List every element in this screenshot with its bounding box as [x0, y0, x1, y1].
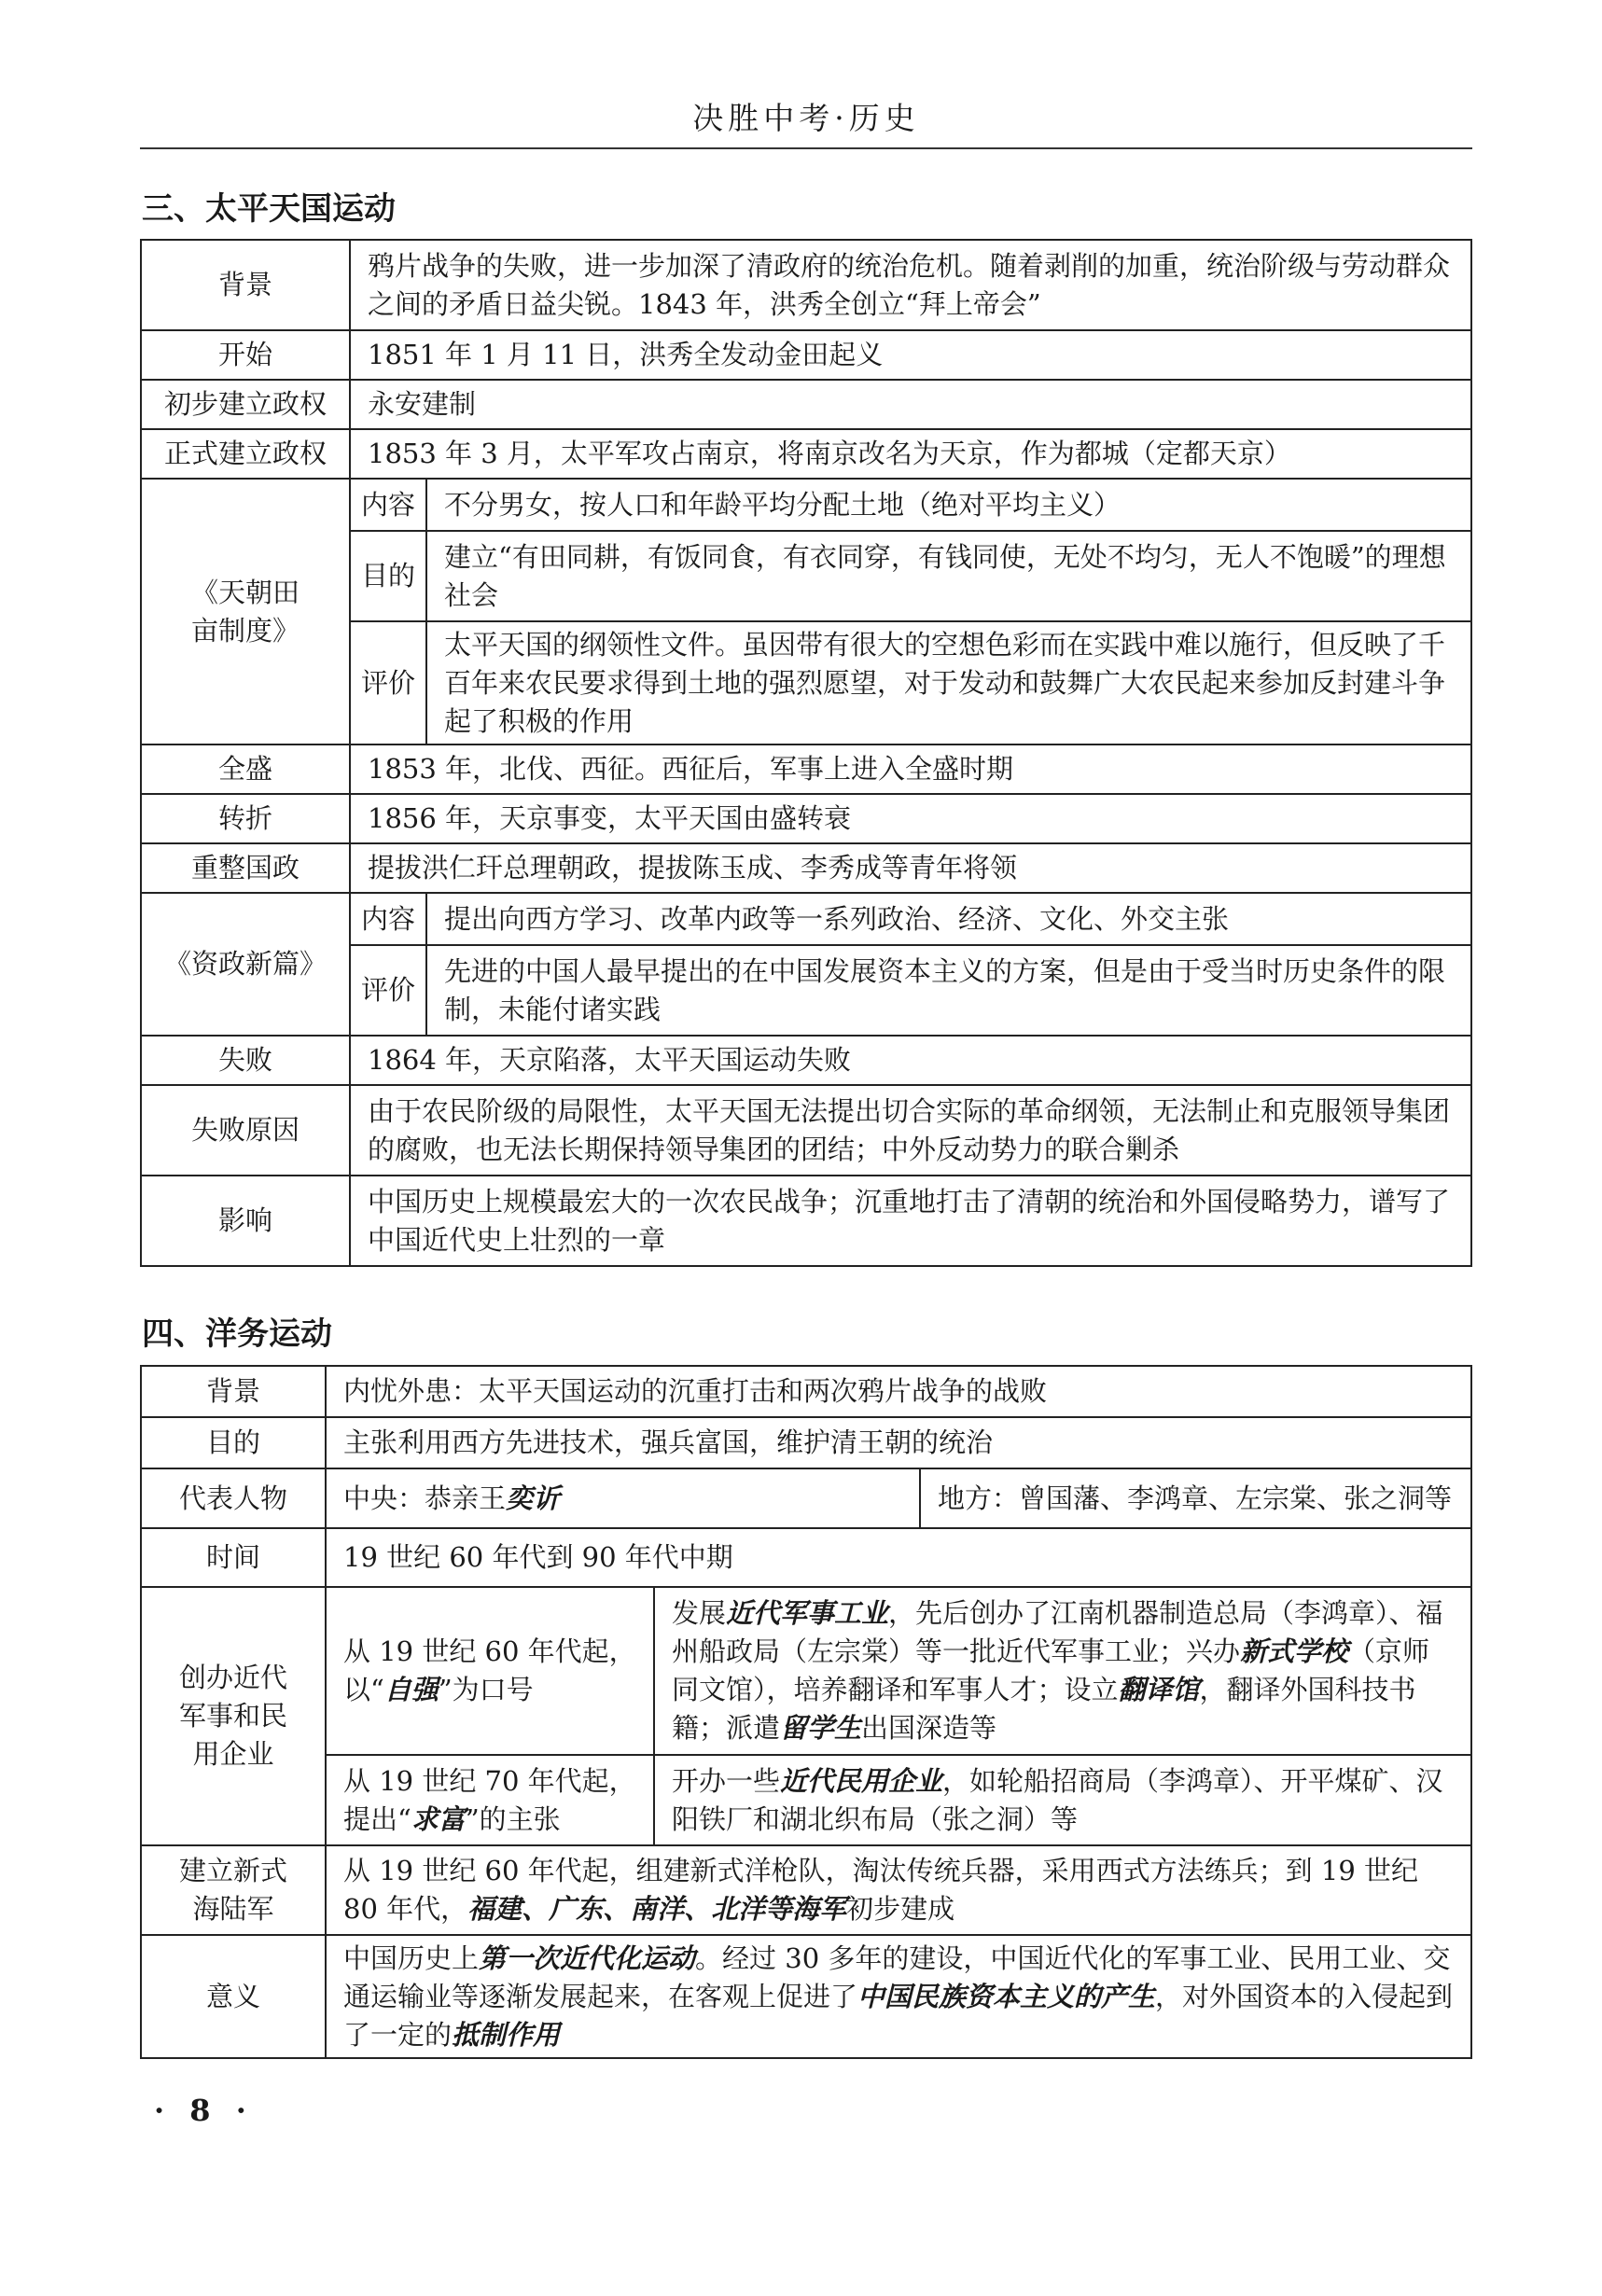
- row-content: 1864 年，天京陷落，太平天国运动失败: [350, 1036, 1471, 1085]
- local-figures: 地方：曾国藩、李鸿章、左宗棠、张之洞等: [920, 1468, 1471, 1528]
- row-content: 19 世纪 60 年代到 90 年代中期: [326, 1528, 1471, 1587]
- table-row: [141, 1036, 1471, 1085]
- stage-text: 从 19 世纪 60 年代起，以“: [343, 1635, 636, 1705]
- taiping-table: [140, 239, 1472, 1267]
- text-run: 初步建成: [846, 1893, 955, 1925]
- central-figures: [326, 1468, 920, 1528]
- table-row: [141, 429, 1471, 479]
- table-row: [141, 1845, 1471, 1935]
- label-line: 用企业: [192, 1738, 274, 1770]
- table-row: [141, 843, 1471, 893]
- table-row: [141, 1935, 1471, 2058]
- row-content: 建立“有田同耕，有饭同食，有衣同穿，有钱同使，无处不均匀，无人不饱暖”的理想社会: [426, 531, 1471, 621]
- row-label: 背景: [141, 240, 350, 330]
- keyword: 福建、广东、南洋、北洋等海军: [467, 1893, 847, 1925]
- row-label-enterprises: [141, 1587, 326, 1845]
- stage-text: ”的主张: [465, 1802, 561, 1835]
- row-content: 不分男女，按人口和年龄平均分配土地（绝对平均主义）: [426, 479, 1471, 531]
- label-line: 海陆军: [192, 1893, 274, 1925]
- row-content: [654, 1587, 1471, 1755]
- row-label: 代表人物: [141, 1468, 326, 1528]
- row-content: [654, 1755, 1471, 1845]
- row-content: 永安建制: [350, 380, 1471, 429]
- row-label: 时间: [141, 1528, 326, 1587]
- row-content: 1856 年，天京事变，太平天国由盛转衰: [350, 794, 1471, 843]
- central-prefix: 中央：恭亲王: [343, 1482, 507, 1514]
- keyword: 自强: [383, 1674, 439, 1705]
- westernization-table: [140, 1365, 1472, 2059]
- label-line: 建立新式: [178, 1855, 287, 1886]
- table-row: [141, 240, 1471, 330]
- row-content: 提出向西方学习、改革内政等一系列政治、经济、文化、外交主张: [426, 893, 1471, 945]
- text-run: 中国历史上: [343, 1941, 480, 1974]
- keyword: 近代军事工业: [726, 1597, 889, 1629]
- row-content: 由于农民阶级的局限性，太平天国无法提出切合实际的革命纲领，无法制止和克服领导集团的腐败，也无法长期保持领导集团的团结；中外反动势力的联合剿杀: [350, 1085, 1471, 1176]
- table-row: [141, 1528, 1471, 1587]
- section-title-taiping: 三、太平天国运动: [142, 190, 396, 228]
- label-line: 亩制度》: [190, 614, 300, 647]
- text-run: ，翻译外国科技书籍；派遣: [672, 1674, 1416, 1744]
- text-run: ，如轮船招商局（李鸿章）、开平煤矿、汉阳铁厂和湖北织布局（张之洞）等: [672, 1764, 1443, 1835]
- row-label: 初步建立政权: [141, 380, 350, 429]
- sub-label: 目的: [350, 531, 426, 621]
- stage-qiufu: [326, 1755, 654, 1845]
- row-content: 1851 年 1 月 11 日，洪秀全发动金田起义: [350, 330, 1471, 380]
- row-content: [326, 1935, 1471, 2058]
- keyword: 中国民族资本主义的产生: [857, 1980, 1156, 2012]
- table-row: [141, 744, 1471, 794]
- table-row: [141, 794, 1471, 843]
- row-label: 开始: [141, 330, 350, 380]
- page-number: · 8 ·: [154, 2093, 254, 2128]
- row-content: 先进的中国人最早提出的在中国发展资本主义的方案，但是由于受当时历史条件的限制，未能付诸实践: [426, 945, 1471, 1036]
- table-row: [141, 479, 1471, 531]
- sub-label: 评价: [350, 621, 426, 744]
- stage-text: ”为口号: [438, 1674, 534, 1705]
- text-run: （京师同文馆），培养翻译和军事人才；设立: [672, 1635, 1430, 1705]
- row-label: 失败原因: [141, 1085, 350, 1176]
- table-row: [141, 1366, 1471, 1417]
- text-run: 。经过 30 多年的建设，中国近代化的军事工业、民用工业、交通运输业等逐渐发展起来，在客观上促进了: [343, 1941, 1451, 2012]
- keyword: 翻译馆: [1118, 1674, 1200, 1705]
- row-label: 失败: [141, 1036, 350, 1085]
- text-run: 从 19 世纪 60 年代起，组建新式洋枪队，淘汰传统兵器，采用西式方法练兵；到 19 世纪 80 年代，: [343, 1855, 1419, 1925]
- table-row: [141, 1587, 1471, 1755]
- row-content: [326, 1845, 1471, 1935]
- row-label: 影响: [141, 1176, 350, 1266]
- text-run: ，先后创办了江南机器制造总局（李鸿章）、福州船政局（左宗棠）等一批近代军事工业；兴办: [672, 1597, 1443, 1667]
- text-run: 发展: [672, 1597, 727, 1629]
- row-content: 中国历史上规模最宏大的一次农民战争；沉重地打击了清朝的统治和外国侵略势力，谱写了中国近代史上壮烈的一章: [350, 1176, 1471, 1266]
- table-row: [141, 1468, 1471, 1528]
- table-row: [141, 1085, 1471, 1176]
- row-label-zizheng: 《资政新篇》: [141, 893, 350, 1036]
- sub-label: 内容: [350, 893, 426, 945]
- row-label-tianchao: [141, 479, 350, 744]
- row-content: 鸦片战争的失败，进一步加深了清政府的统治危机。随着剥削的加重，统治阶级与劳动群众之间的矛盾日益尖锐。1843 年，洪秀全创立“拜上帝会”: [350, 240, 1471, 330]
- keyword: 奕䜣: [506, 1482, 561, 1514]
- table-row: [141, 380, 1471, 429]
- row-label: 目的: [141, 1417, 326, 1468]
- text-run: ，对外国资本的入侵起到了一定的: [343, 1980, 1454, 2051]
- text-run: 开办一些: [672, 1764, 781, 1797]
- stage-ziqiang: [326, 1587, 654, 1755]
- stage-text: 从 19 世纪 70 年代起，提出“: [343, 1764, 636, 1835]
- row-label-navy: [141, 1845, 326, 1935]
- sub-label: 评价: [350, 945, 426, 1036]
- row-content: 1853 年 3 月，太平军攻占南京，将南京改名为天京，作为都城（定都天京）: [350, 429, 1471, 479]
- keyword: 抵制作用: [452, 2018, 561, 2051]
- table-row: [141, 330, 1471, 380]
- row-label: 背景: [141, 1366, 326, 1417]
- row-content: 提拔洪仁玕总理朝政，提拔陈玉成、李秀成等青年将领: [350, 843, 1471, 893]
- keyword: 第一次近代化运动: [479, 1941, 696, 1974]
- page-header-title: 决胜中考·历史: [140, 95, 1472, 149]
- row-label: 全盛: [141, 744, 350, 794]
- label-line: 创办近代: [178, 1662, 287, 1693]
- table-row: [141, 1755, 1471, 1845]
- sub-label: 内容: [350, 479, 426, 531]
- keyword: 近代民用企业: [780, 1764, 943, 1797]
- row-label: 重整国政: [141, 843, 350, 893]
- row-label: 转折: [141, 794, 350, 843]
- keyword: 留学生: [780, 1712, 862, 1744]
- row-content: 1853 年，北伐、西征。西征后，军事上进入全盛时期: [350, 744, 1471, 794]
- row-label: 正式建立政权: [141, 429, 350, 479]
- keyword: 新式学校: [1240, 1635, 1349, 1667]
- label-line: 《天朝田: [190, 576, 300, 608]
- table-row: [141, 1417, 1471, 1468]
- row-content: 太平天国的纲领性文件。虽因带有很大的空想色彩而在实践中难以施行，但反映了千百年来农民要求得到土地的强烈愿望，对于发动和鼓舞广大农民起来参加反封建斗争起了积极的作用: [426, 621, 1471, 744]
- row-content: 内忧外患：太平天国运动的沉重打击和两次鸦片战争的战败: [326, 1366, 1471, 1417]
- row-content: 主张利用西方先进技术，强兵富国，维护清王朝的统治: [326, 1417, 1471, 1468]
- row-label: 意义: [141, 1935, 326, 2058]
- section-title-westernization: 四、洋务运动: [142, 1315, 332, 1353]
- table-row: [141, 893, 1471, 945]
- table-row: [141, 1176, 1471, 1266]
- text-run: 出国深造等: [861, 1712, 997, 1744]
- keyword: 求富: [411, 1802, 466, 1835]
- label-line: 军事和民: [178, 1700, 287, 1732]
